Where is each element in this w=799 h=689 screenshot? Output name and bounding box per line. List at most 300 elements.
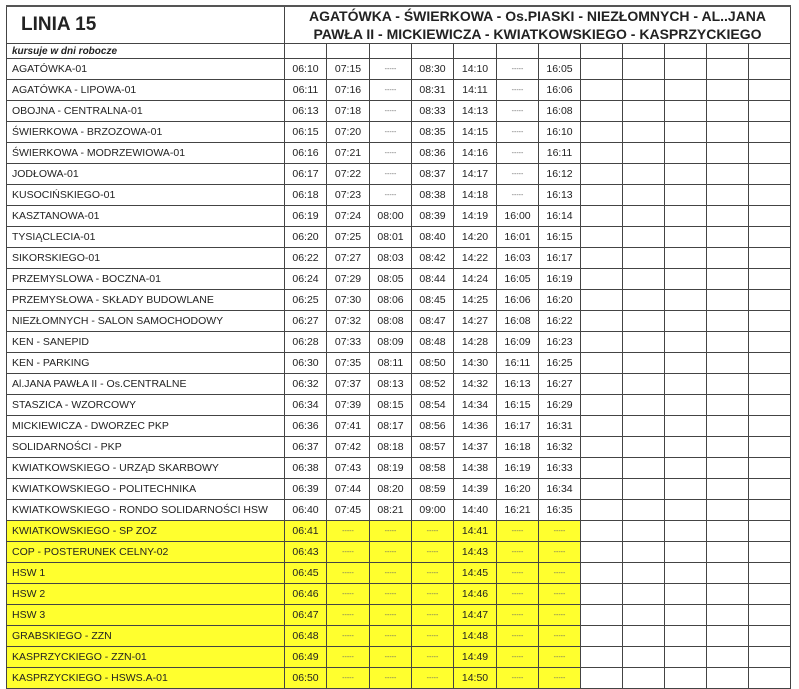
empty-cell (749, 500, 791, 521)
empty-cell (581, 458, 623, 479)
departure-time: 08:45 (412, 290, 454, 311)
header-empty-cell (623, 44, 665, 59)
empty-cell (665, 437, 707, 458)
departure-time: 06:16 (285, 143, 327, 164)
empty-cell (581, 332, 623, 353)
empty-cell (749, 353, 791, 374)
empty-cell (707, 332, 749, 353)
departure-time: 16:14 (539, 206, 581, 227)
stop-name: AGATÓWKA - LIPOWA-01 (7, 80, 285, 101)
stop-name: JODŁOWA-01 (7, 164, 285, 185)
table-row (7, 206, 791, 227)
departure-time: 16:34 (539, 479, 581, 500)
header-empty-cell (454, 44, 497, 59)
departure-time: 16:08 (497, 311, 539, 332)
stop-name: AGATÓWKA-01 (7, 59, 285, 80)
departure-time: 09:00 (412, 500, 454, 521)
departure-time: 08:54 (412, 395, 454, 416)
departure-time: 07:39 (327, 395, 370, 416)
departure-time: 14:45 (454, 563, 497, 584)
empty-cell (581, 185, 623, 206)
empty-cell (749, 101, 791, 122)
no-departure-cell: ----- (370, 59, 412, 80)
departure-time: 16:32 (539, 437, 581, 458)
header-empty-cell (497, 44, 539, 59)
no-departure-cell: ----- (412, 542, 454, 563)
departure-time: 14:17 (454, 164, 497, 185)
empty-cell (581, 542, 623, 563)
table-row (7, 80, 791, 101)
empty-cell (749, 479, 791, 500)
no-departure-cell: ----- (327, 647, 370, 668)
empty-cell (707, 458, 749, 479)
empty-cell (749, 563, 791, 584)
departure-time: 16:05 (497, 269, 539, 290)
no-departure-cell: ----- (412, 584, 454, 605)
empty-cell (623, 542, 665, 563)
table-row (7, 416, 791, 437)
no-departure-cell: ----- (497, 164, 539, 185)
departure-time: 07:30 (327, 290, 370, 311)
no-departure-cell: ----- (497, 185, 539, 206)
empty-cell (707, 437, 749, 458)
empty-cell (707, 395, 749, 416)
empty-cell (665, 395, 707, 416)
departure-time: 16:17 (497, 416, 539, 437)
empty-cell (707, 521, 749, 542)
departure-time: 07:32 (327, 311, 370, 332)
no-departure-cell: ----- (327, 542, 370, 563)
empty-cell (665, 479, 707, 500)
departure-time: 16:33 (539, 458, 581, 479)
stop-name: KASPRZYCKIEGO - ZZN-01 (7, 647, 285, 668)
departure-time: 08:39 (412, 206, 454, 227)
departure-time: 08:09 (370, 332, 412, 353)
departure-time: 06:36 (285, 416, 327, 437)
departure-time: 14:39 (454, 479, 497, 500)
empty-cell (581, 521, 623, 542)
no-departure-cell: ----- (497, 647, 539, 668)
empty-cell (749, 395, 791, 416)
table-row (7, 437, 791, 458)
departure-time: 08:57 (412, 437, 454, 458)
empty-cell (665, 332, 707, 353)
line-title: LINIA 15 (7, 6, 285, 44)
empty-cell (665, 374, 707, 395)
table-row (7, 185, 791, 206)
empty-cell (623, 206, 665, 227)
empty-cell (581, 59, 623, 80)
empty-cell (707, 353, 749, 374)
departure-time: 14:40 (454, 500, 497, 521)
table-row (7, 521, 791, 542)
departure-time: 16:09 (497, 332, 539, 353)
empty-cell (665, 122, 707, 143)
stop-name: HSW 3 (7, 605, 285, 626)
header-empty-cell (285, 44, 327, 59)
empty-cell (749, 332, 791, 353)
empty-cell (623, 626, 665, 647)
departure-time: 16:08 (539, 101, 581, 122)
empty-cell (623, 332, 665, 353)
departure-time: 06:48 (285, 626, 327, 647)
departure-time: 08:47 (412, 311, 454, 332)
departure-time: 08:44 (412, 269, 454, 290)
departure-time: 08:33 (412, 101, 454, 122)
no-departure-cell: ----- (497, 143, 539, 164)
header-empty-cell (412, 44, 454, 59)
stop-name: KWIATKOWSKIEGO - SP ZOZ (7, 521, 285, 542)
header-row (7, 6, 791, 44)
empty-cell (623, 605, 665, 626)
departure-time: 06:37 (285, 437, 327, 458)
departure-time: 16:27 (539, 374, 581, 395)
empty-cell (749, 626, 791, 647)
no-departure-cell: ----- (370, 605, 412, 626)
empty-cell (665, 206, 707, 227)
departure-time: 06:41 (285, 521, 327, 542)
departure-time: 16:15 (497, 395, 539, 416)
departure-time: 16:23 (539, 332, 581, 353)
stop-name: KWIATKOWSKIEGO - POLITECHNIKA (7, 479, 285, 500)
empty-cell (581, 626, 623, 647)
departure-time: 06:22 (285, 248, 327, 269)
departure-time: 14:28 (454, 332, 497, 353)
stop-name: COP - POSTERUNEK CELNY-02 (7, 542, 285, 563)
departure-time: 16:12 (539, 164, 581, 185)
no-departure-cell: ----- (412, 605, 454, 626)
departure-time: 08:36 (412, 143, 454, 164)
departure-time: 14:47 (454, 605, 497, 626)
stop-name: PRZEMYSŁOWA - SKŁADY BUDOWLANE (7, 290, 285, 311)
departure-time: 14:50 (454, 668, 497, 689)
departure-time: 06:30 (285, 353, 327, 374)
departure-time: 16:10 (539, 122, 581, 143)
departure-time: 14:34 (454, 395, 497, 416)
departure-time: 14:24 (454, 269, 497, 290)
departure-time: 08:37 (412, 164, 454, 185)
empty-cell (623, 59, 665, 80)
timetable-table (6, 5, 791, 689)
departure-time: 07:29 (327, 269, 370, 290)
stop-name: PRZEMYSLOWA - BOCZNA-01 (7, 269, 285, 290)
departure-time: 08:56 (412, 416, 454, 437)
empty-cell (665, 458, 707, 479)
empty-cell (581, 290, 623, 311)
departure-time: 08:19 (370, 458, 412, 479)
route-line-1: AGATÓWKA - ŚWIERKOWA - Os.PIASKI - NIEZŁOMNYCH - AL..JANA (308, 8, 767, 24)
departure-time: 06:43 (285, 542, 327, 563)
no-departure-cell: ----- (370, 122, 412, 143)
empty-cell (581, 416, 623, 437)
empty-cell (623, 374, 665, 395)
departure-time: 14:36 (454, 416, 497, 437)
departure-time: 07:24 (327, 206, 370, 227)
empty-cell (665, 605, 707, 626)
no-departure-cell: ----- (497, 584, 539, 605)
table-row (7, 269, 791, 290)
departure-time: 08:48 (412, 332, 454, 353)
departure-time: 16:29 (539, 395, 581, 416)
stop-name: MICKIEWICZA - DWORZEC PKP (7, 416, 285, 437)
empty-cell (749, 521, 791, 542)
departure-time: 07:18 (327, 101, 370, 122)
departure-time: 06:25 (285, 290, 327, 311)
no-departure-cell: ----- (327, 563, 370, 584)
empty-cell (707, 605, 749, 626)
departure-time: 08:50 (412, 353, 454, 374)
departure-time: 06:49 (285, 647, 327, 668)
empty-cell (749, 185, 791, 206)
table-row (7, 584, 791, 605)
departure-time: 08:03 (370, 248, 412, 269)
table-row (7, 227, 791, 248)
empty-cell (707, 185, 749, 206)
departure-time: 16:21 (497, 500, 539, 521)
empty-cell (623, 416, 665, 437)
empty-cell (749, 269, 791, 290)
empty-cell (707, 227, 749, 248)
no-departure-cell: ----- (327, 521, 370, 542)
departure-time: 06:20 (285, 227, 327, 248)
empty-cell (581, 143, 623, 164)
departure-time: 07:35 (327, 353, 370, 374)
no-departure-cell: ----- (370, 80, 412, 101)
empty-cell (749, 59, 791, 80)
no-departure-cell: ----- (497, 605, 539, 626)
empty-cell (707, 80, 749, 101)
departure-time: 16:19 (497, 458, 539, 479)
departure-time: 06:28 (285, 332, 327, 353)
empty-cell (749, 437, 791, 458)
empty-cell (665, 59, 707, 80)
departure-time: 08:13 (370, 374, 412, 395)
empty-cell (749, 143, 791, 164)
departure-time: 14:22 (454, 248, 497, 269)
empty-cell (623, 584, 665, 605)
empty-cell (581, 248, 623, 269)
departure-time: 06:50 (285, 668, 327, 689)
operating-days-row (7, 44, 791, 59)
table-row (7, 311, 791, 332)
stop-name: KASPRZYCKIEGO - HSWS.A-01 (7, 668, 285, 689)
departure-time: 07:43 (327, 458, 370, 479)
table-row (7, 143, 791, 164)
empty-cell (707, 248, 749, 269)
empty-cell (707, 290, 749, 311)
departure-time: 16:06 (497, 290, 539, 311)
departure-time: 07:21 (327, 143, 370, 164)
departure-time: 14:10 (454, 59, 497, 80)
departure-time: 08:15 (370, 395, 412, 416)
empty-cell (623, 500, 665, 521)
empty-cell (581, 500, 623, 521)
departure-time: 07:25 (327, 227, 370, 248)
departure-time: 07:22 (327, 164, 370, 185)
departure-time: 06:13 (285, 101, 327, 122)
no-departure-cell: ----- (370, 521, 412, 542)
empty-cell (707, 311, 749, 332)
empty-cell (707, 374, 749, 395)
no-departure-cell: ----- (412, 626, 454, 647)
empty-cell (623, 248, 665, 269)
departure-time: 14:30 (454, 353, 497, 374)
departure-time: 07:23 (327, 185, 370, 206)
no-departure-cell: ----- (497, 101, 539, 122)
table-row (7, 563, 791, 584)
stop-name: HSW 1 (7, 563, 285, 584)
empty-cell (749, 584, 791, 605)
departure-time: 08:06 (370, 290, 412, 311)
departure-time: 16:13 (539, 185, 581, 206)
empty-cell (623, 353, 665, 374)
departure-time: 08:58 (412, 458, 454, 479)
empty-cell (749, 542, 791, 563)
empty-cell (581, 122, 623, 143)
table-row (7, 164, 791, 185)
stop-name: SIKORSKIEGO-01 (7, 248, 285, 269)
departure-time: 06:27 (285, 311, 327, 332)
empty-cell (581, 437, 623, 458)
operating-days-label: kursuje w dni robocze (7, 44, 285, 59)
stop-name: SOLIDARNOŚCI - PKP (7, 437, 285, 458)
departure-time: 14:27 (454, 311, 497, 332)
empty-cell (749, 311, 791, 332)
empty-cell (665, 164, 707, 185)
departure-time: 08:18 (370, 437, 412, 458)
no-departure-cell: ----- (497, 563, 539, 584)
departure-time: 06:39 (285, 479, 327, 500)
stop-name: Al.JANA PAWŁA II - Os.CENTRALNE (7, 374, 285, 395)
stop-name: GRABSKIEGO - ZZN (7, 626, 285, 647)
empty-cell (707, 668, 749, 689)
table-row (7, 668, 791, 689)
empty-cell (581, 605, 623, 626)
empty-cell (623, 437, 665, 458)
departure-time: 14:15 (454, 122, 497, 143)
no-departure-cell: ----- (539, 521, 581, 542)
empty-cell (581, 164, 623, 185)
empty-cell (749, 416, 791, 437)
departure-time: 16:25 (539, 353, 581, 374)
no-departure-cell: ----- (370, 626, 412, 647)
empty-cell (623, 395, 665, 416)
empty-cell (623, 290, 665, 311)
table-row (7, 290, 791, 311)
empty-cell (749, 164, 791, 185)
departure-time: 06:47 (285, 605, 327, 626)
empty-cell (707, 59, 749, 80)
empty-cell (749, 206, 791, 227)
table-row (7, 458, 791, 479)
timetable (6, 5, 791, 689)
empty-cell (707, 626, 749, 647)
no-departure-cell: ----- (370, 563, 412, 584)
stop-name: OBOJNA - CENTRALNA-01 (7, 101, 285, 122)
empty-cell (581, 395, 623, 416)
departure-time: 06:18 (285, 185, 327, 206)
empty-cell (665, 542, 707, 563)
departure-time: 16:35 (539, 500, 581, 521)
empty-cell (581, 269, 623, 290)
stop-name: KEN - SANEPID (7, 332, 285, 353)
empty-cell (707, 479, 749, 500)
route-description (285, 6, 791, 44)
departure-time: 16:11 (497, 353, 539, 374)
departure-time: 14:48 (454, 626, 497, 647)
table-row (7, 332, 791, 353)
empty-cell (581, 227, 623, 248)
departure-time: 14:49 (454, 647, 497, 668)
empty-cell (665, 584, 707, 605)
empty-cell (665, 248, 707, 269)
header-empty-cell (370, 44, 412, 59)
no-departure-cell: ----- (412, 668, 454, 689)
empty-cell (707, 416, 749, 437)
empty-cell (707, 500, 749, 521)
no-departure-cell: ----- (370, 542, 412, 563)
departure-time: 16:03 (497, 248, 539, 269)
stop-name: KUSOCIŃSKIEGO-01 (7, 185, 285, 206)
departure-time: 14:25 (454, 290, 497, 311)
departure-time: 08:11 (370, 353, 412, 374)
no-departure-cell: ----- (497, 59, 539, 80)
departure-time: 14:43 (454, 542, 497, 563)
no-departure-cell: ----- (539, 647, 581, 668)
empty-cell (581, 584, 623, 605)
no-departure-cell: ----- (327, 584, 370, 605)
departure-time: 08:17 (370, 416, 412, 437)
no-departure-cell: ----- (497, 122, 539, 143)
no-departure-cell: ----- (412, 647, 454, 668)
departure-time: 07:20 (327, 122, 370, 143)
departure-time: 14:38 (454, 458, 497, 479)
departure-time: 08:35 (412, 122, 454, 143)
departure-time: 08:05 (370, 269, 412, 290)
departure-time: 16:00 (497, 206, 539, 227)
empty-cell (707, 164, 749, 185)
no-departure-cell: ----- (370, 185, 412, 206)
departure-time: 08:21 (370, 500, 412, 521)
departure-time: 08:38 (412, 185, 454, 206)
table-row (7, 374, 791, 395)
departure-time: 16:06 (539, 80, 581, 101)
empty-cell (623, 101, 665, 122)
empty-cell (749, 668, 791, 689)
table-row (7, 353, 791, 374)
departure-time: 07:27 (327, 248, 370, 269)
table-row (7, 395, 791, 416)
stop-name: KASZTANOWA-01 (7, 206, 285, 227)
no-departure-cell: ----- (327, 605, 370, 626)
departure-time: 14:41 (454, 521, 497, 542)
no-departure-cell: ----- (327, 668, 370, 689)
table-row (7, 101, 791, 122)
departure-time: 14:11 (454, 80, 497, 101)
header-empty-cell (749, 44, 791, 59)
empty-cell (707, 542, 749, 563)
table-row (7, 626, 791, 647)
empty-cell (665, 290, 707, 311)
no-departure-cell: ----- (497, 542, 539, 563)
empty-cell (707, 101, 749, 122)
departure-time: 14:19 (454, 206, 497, 227)
header-empty-cell (581, 44, 623, 59)
empty-cell (623, 143, 665, 164)
route-line-2: PAWŁA II - MICKIEWICZA - KWIATKOWSKIEGO - KASPRZYCKIEGO (313, 26, 762, 42)
empty-cell (665, 626, 707, 647)
empty-cell (623, 80, 665, 101)
